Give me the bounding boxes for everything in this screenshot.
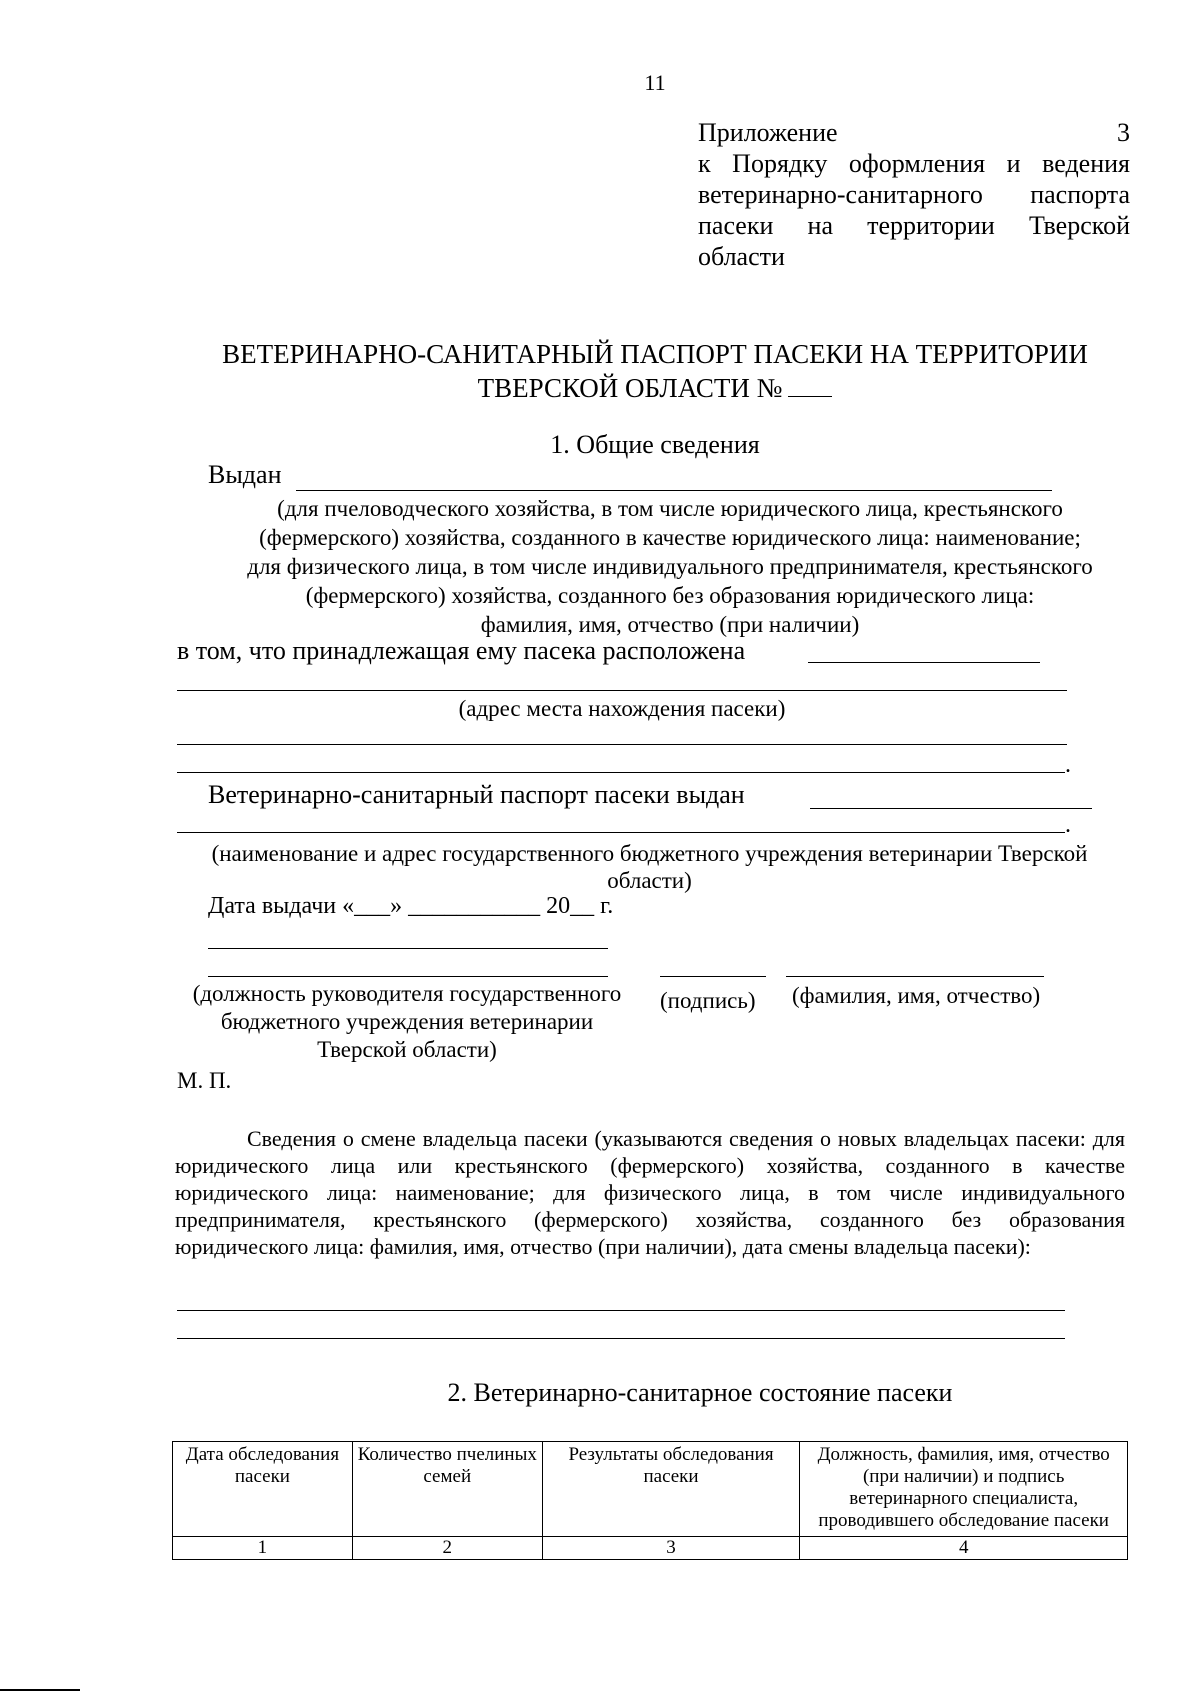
owner-change-field-line-1[interactable] <box>177 1310 1065 1311</box>
header-specialist: Должность, фамилия, имя, отчество (при наличии) и подпись ветеринарного специалиста, проводившего обследование пасеки <box>800 1442 1128 1537</box>
section-2-heading: 2. Ветеринарно-санитарное состояние пасеки <box>447 1378 953 1407</box>
column-number: 3 <box>542 1537 800 1560</box>
address-field-line-1[interactable] <box>177 744 1067 745</box>
position-field-line-1[interactable] <box>208 948 608 949</box>
signature-note: (подпись) <box>660 988 756 1013</box>
appendix-line: области <box>698 242 785 271</box>
issued-note-line: (фермерского) хозяйства, созданного в качестве юридического лица: наименование; <box>259 525 1081 550</box>
header-survey-date: Дата обследования пасеки <box>173 1442 353 1537</box>
address-field-line-2[interactable] <box>177 772 1065 773</box>
position-note-line: Тверской области) <box>317 1037 497 1062</box>
address-note: (адрес места нахождения пасеки) <box>458 696 786 721</box>
location-field[interactable] <box>808 662 1040 663</box>
appendix-line: ветеринарно-санитарного паспорта <box>698 180 1130 209</box>
stamp-label: М. П. <box>177 1068 232 1093</box>
header-bee-colonies: Количество пчелиных семей <box>352 1442 542 1537</box>
page-number: 11 <box>644 70 666 95</box>
position-field-line-2[interactable] <box>208 976 608 977</box>
address-period: . <box>1065 752 1071 778</box>
table-header-row <box>173 1442 1128 1537</box>
issue-date-field[interactable]: Дата выдачи «___» ___________ 20__ г. <box>208 893 614 919</box>
issued-to-field[interactable] <box>296 490 1052 491</box>
signature-field[interactable] <box>660 976 766 977</box>
passport-issued-field[interactable] <box>810 808 1092 809</box>
position-note <box>172 980 642 1064</box>
passport-issued-label: Ветеринарно-санитарный паспорт пасеки выдан <box>208 780 745 809</box>
issued-note-line: (фермерского) хозяйства, созданного без образования юридического лица: <box>305 583 1035 608</box>
issued-note-line: фамилия, имя, отчество (при наличии) <box>480 612 860 637</box>
title-line-2 <box>100 371 1200 405</box>
owner-change-paragraph: Сведения о смене владельца пасеки (указываются сведения о новых владельцах пасеки: для юридического лица или крестьянского (фермерского) хозяйства, созданного в качестве юридического лица: наименование; для физического лица, в том числе индивидуального предпринимателя, крестьянского (фермерского) хозяйства, созданного без образования юридического лица: фамилия, имя, отчество (при наличии), дата смены владельца пасеки): <box>175 1126 1125 1259</box>
passport-number-field[interactable] <box>788 374 832 397</box>
document-title <box>100 337 1200 405</box>
issued-note-line: для физического лица, в том числе индивидуального предпринимателя, крестьянского <box>247 554 1093 579</box>
institution-note <box>177 840 1122 894</box>
section-1-heading: 1. Общие сведения <box>550 430 760 459</box>
name-field[interactable] <box>786 976 1044 977</box>
appendix-line: пасеки на территории Тверской <box>698 211 1130 240</box>
owner-change-field-line-2[interactable] <box>177 1338 1065 1339</box>
appendix-line: к Порядку оформления и ведения <box>698 149 1130 178</box>
location-field-line-2[interactable] <box>177 690 1067 691</box>
institution-note-line: (наименование и адрес государственного бюджетного учреждения ветеринарии Тверской <box>211 841 1088 866</box>
survey-table <box>172 1441 1128 1560</box>
table-row <box>173 1537 1128 1560</box>
column-number: 4 <box>800 1537 1128 1560</box>
column-number: 1 <box>173 1537 353 1560</box>
issuer-period: . <box>1065 812 1071 838</box>
issued-label: Выдан <box>208 460 282 489</box>
issued-note <box>170 494 1170 639</box>
appendix-block <box>698 117 1130 272</box>
location-label: в том, что принадлежащая ему пасека расположена <box>177 636 746 665</box>
name-note: (фамилия, имя, отчество) <box>792 983 1041 1008</box>
column-number: 2 <box>352 1537 542 1560</box>
scan-edge-mark <box>0 1689 80 1691</box>
issued-note-line: (для пчеловодческого хозяйства, в том числе юридического лица, крестьянского <box>277 496 1063 521</box>
appendix-line: Приложение 3 <box>698 118 1130 147</box>
title-number-label: ТВЕРСКОЙ ОБЛАСТИ № <box>477 373 783 403</box>
header-survey-results: Результаты обследования пасеки <box>542 1442 800 1537</box>
title-line-1: ВЕТЕРИНАРНО-САНИТАРНЫЙ ПАСПОРТ ПАСЕКИ НА ТЕРРИТОРИИ <box>222 339 1088 369</box>
passport-issued-field-line-2[interactable] <box>177 832 1065 833</box>
institution-note-line: области) <box>607 868 692 893</box>
position-note-line: (должность руководителя государственного <box>192 981 622 1006</box>
position-note-line: бюджетного учреждения ветеринарии <box>220 1009 594 1034</box>
